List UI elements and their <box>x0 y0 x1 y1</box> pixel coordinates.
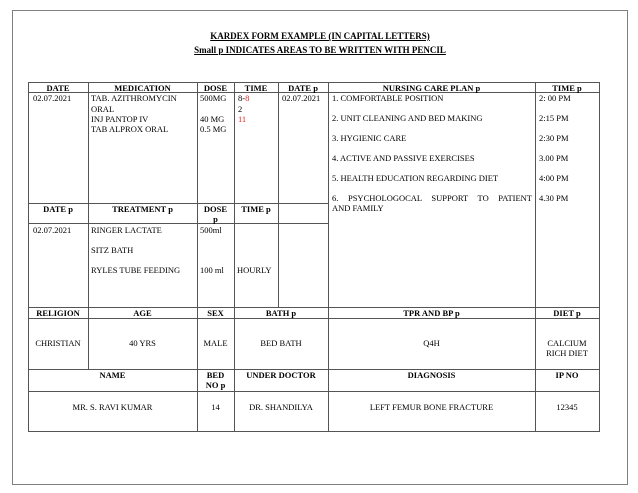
admission-ip-no: 12345 <box>556 402 578 412</box>
admission-name: MR. S. RAVI KUMAR <box>72 402 153 412</box>
care-plan-5: 5. HEALTH EDUCATION REGARDING DIET <box>332 173 499 183</box>
admission-header-ip-no: IP NO <box>555 370 579 380</box>
patient-header-bottom <box>28 318 600 319</box>
care-plan-6: 6. PSYCHOLOGOCAL SUPPORT TO PATIENT <box>332 193 532 203</box>
med-time-2: 2 <box>238 104 243 114</box>
care-plan-1: 1. COMFORTABLE POSITION <box>332 93 444 103</box>
patient-religion: CHRISTIAN <box>35 338 81 348</box>
patient-bath: BED BATH <box>260 338 302 348</box>
patient-diet-line1: CALCIUM <box>547 338 587 348</box>
treatment-item-2: SITZ BATH <box>91 245 134 255</box>
col-divider-date <box>88 82 89 308</box>
admission-header-under-doctor: UNDER DOCTOR <box>246 370 316 380</box>
treatment-header-dose-p <box>197 204 234 224</box>
med-time-1 <box>238 93 249 103</box>
admission-header-bed-no-line2: NO p <box>205 380 226 390</box>
patient-tpr-bp: Q4H <box>423 338 440 348</box>
patient-header-diet: DIET p <box>553 308 581 318</box>
patient-header-bath: BATH p <box>265 308 297 318</box>
med-item-2: INJ PANTOP IV <box>91 114 149 124</box>
admission-header-bed-no <box>197 370 234 390</box>
patient-header-religion: RELIGION <box>36 308 80 318</box>
med-item-1-route: ORAL <box>91 104 115 114</box>
med-date-p: 02.07.2021 <box>282 93 321 103</box>
header-nursing-care-plan: NURSING CARE PLAN p <box>382 83 481 93</box>
med-dose-1: 500MG <box>200 93 227 103</box>
care-plan-6-continued: AND FAMILY <box>332 203 384 213</box>
patient-diet <box>535 338 599 358</box>
form-title: KARDEX FORM EXAMPLE (IN CAPITAL LETTERS) <box>210 31 430 41</box>
treatment-header-dose-p-line2: p <box>213 214 218 224</box>
table-bottom-border <box>28 431 600 432</box>
form-subtitle: Small p INDICATES AREAS TO BE WRITTEN WITH PENCIL <box>194 45 446 55</box>
treatment-dose-3: 100 ml <box>200 265 224 275</box>
treatment-date: 02.07.2021 <box>33 225 72 235</box>
treatment-item-3: RYLES TUBE FEEDING <box>91 265 181 275</box>
admission-doctor: DR. SHANDILYA <box>249 402 313 412</box>
med-dose-3: 0.5 MG <box>200 124 227 134</box>
admission-header-diagnosis: DIAGNOSIS <box>407 370 456 380</box>
col-divider-dose <box>234 82 235 308</box>
treatment-item-1: RINGER LACTATE <box>91 225 162 235</box>
col-divider-date-p <box>328 82 329 308</box>
col-divider-time <box>278 82 279 308</box>
treatment-header-treatment-p: TREATMENT p <box>112 204 173 214</box>
table-right-border <box>599 82 600 432</box>
care-time-6: 4.30 PM <box>539 193 569 203</box>
care-time-3: 2:30 PM <box>539 133 569 143</box>
treatment-header-dose-p-line1: DOSE <box>203 204 228 214</box>
patient-sex: MALE <box>203 338 228 348</box>
med-item-3: TAB ALPROX ORAL <box>91 124 169 134</box>
treatment-header-bottom <box>28 223 328 224</box>
patient-age: 40 YRS <box>129 338 156 348</box>
med-time-1-end: 8 <box>245 93 250 103</box>
header-date: DATE <box>46 83 70 93</box>
treatment-dose-1: 500ml <box>200 225 222 235</box>
admission-header-bottom <box>28 391 600 392</box>
care-time-5: 4:00 PM <box>539 173 569 183</box>
care-plan-2: 2. UNIT CLEANING AND BED MAKING <box>332 113 483 123</box>
patient-header-sex: SEX <box>207 308 224 318</box>
care-time-4: 3.00 PM <box>539 153 569 163</box>
med-time-3: 11 <box>238 114 247 124</box>
med-dose-2: 40 MG <box>200 114 225 124</box>
treatment-time-3: HOURLY <box>237 265 272 275</box>
patient-header-tpr-bp: TPR AND BP p <box>403 308 460 318</box>
med-item-1: TAB. AZITHROMYCIN <box>91 93 177 103</box>
care-time-1: 2: 00 PM <box>539 93 571 103</box>
header-dose: DOSE <box>203 83 228 93</box>
treatment-header-date-p: DATE p <box>43 204 73 214</box>
care-time-2: 2:15 PM <box>539 113 569 123</box>
header-date-p: DATE p <box>288 83 318 93</box>
med-time-1-start: 8- <box>238 93 246 103</box>
patient-diet-line2: RICH DIET <box>546 348 588 358</box>
header-time: TIME <box>244 83 268 93</box>
col-divider-care-plan <box>535 82 536 308</box>
treatment-header-time-p: TIME p <box>241 204 271 214</box>
admission-header-name: NAME <box>99 370 126 380</box>
care-plan-4: 4. ACTIVE AND PASSIVE EXERCISES <box>332 153 475 163</box>
med-date: 02.07.2021 <box>33 93 72 103</box>
kardex-page <box>12 10 628 485</box>
patient-header-age: AGE <box>133 308 152 318</box>
header-time-p: TIME p <box>552 83 582 93</box>
care-plan-3: 3. HYGIENIC CARE <box>332 133 407 143</box>
admission-bed-no: 14 <box>211 402 220 412</box>
admission-header-bed-no-line1: BED <box>206 370 225 380</box>
admission-diagnosis: LEFT FEMUR BONE FRACTURE <box>369 402 494 412</box>
header-medication: MEDICATION <box>114 83 171 93</box>
col-divider-medication <box>197 82 198 308</box>
